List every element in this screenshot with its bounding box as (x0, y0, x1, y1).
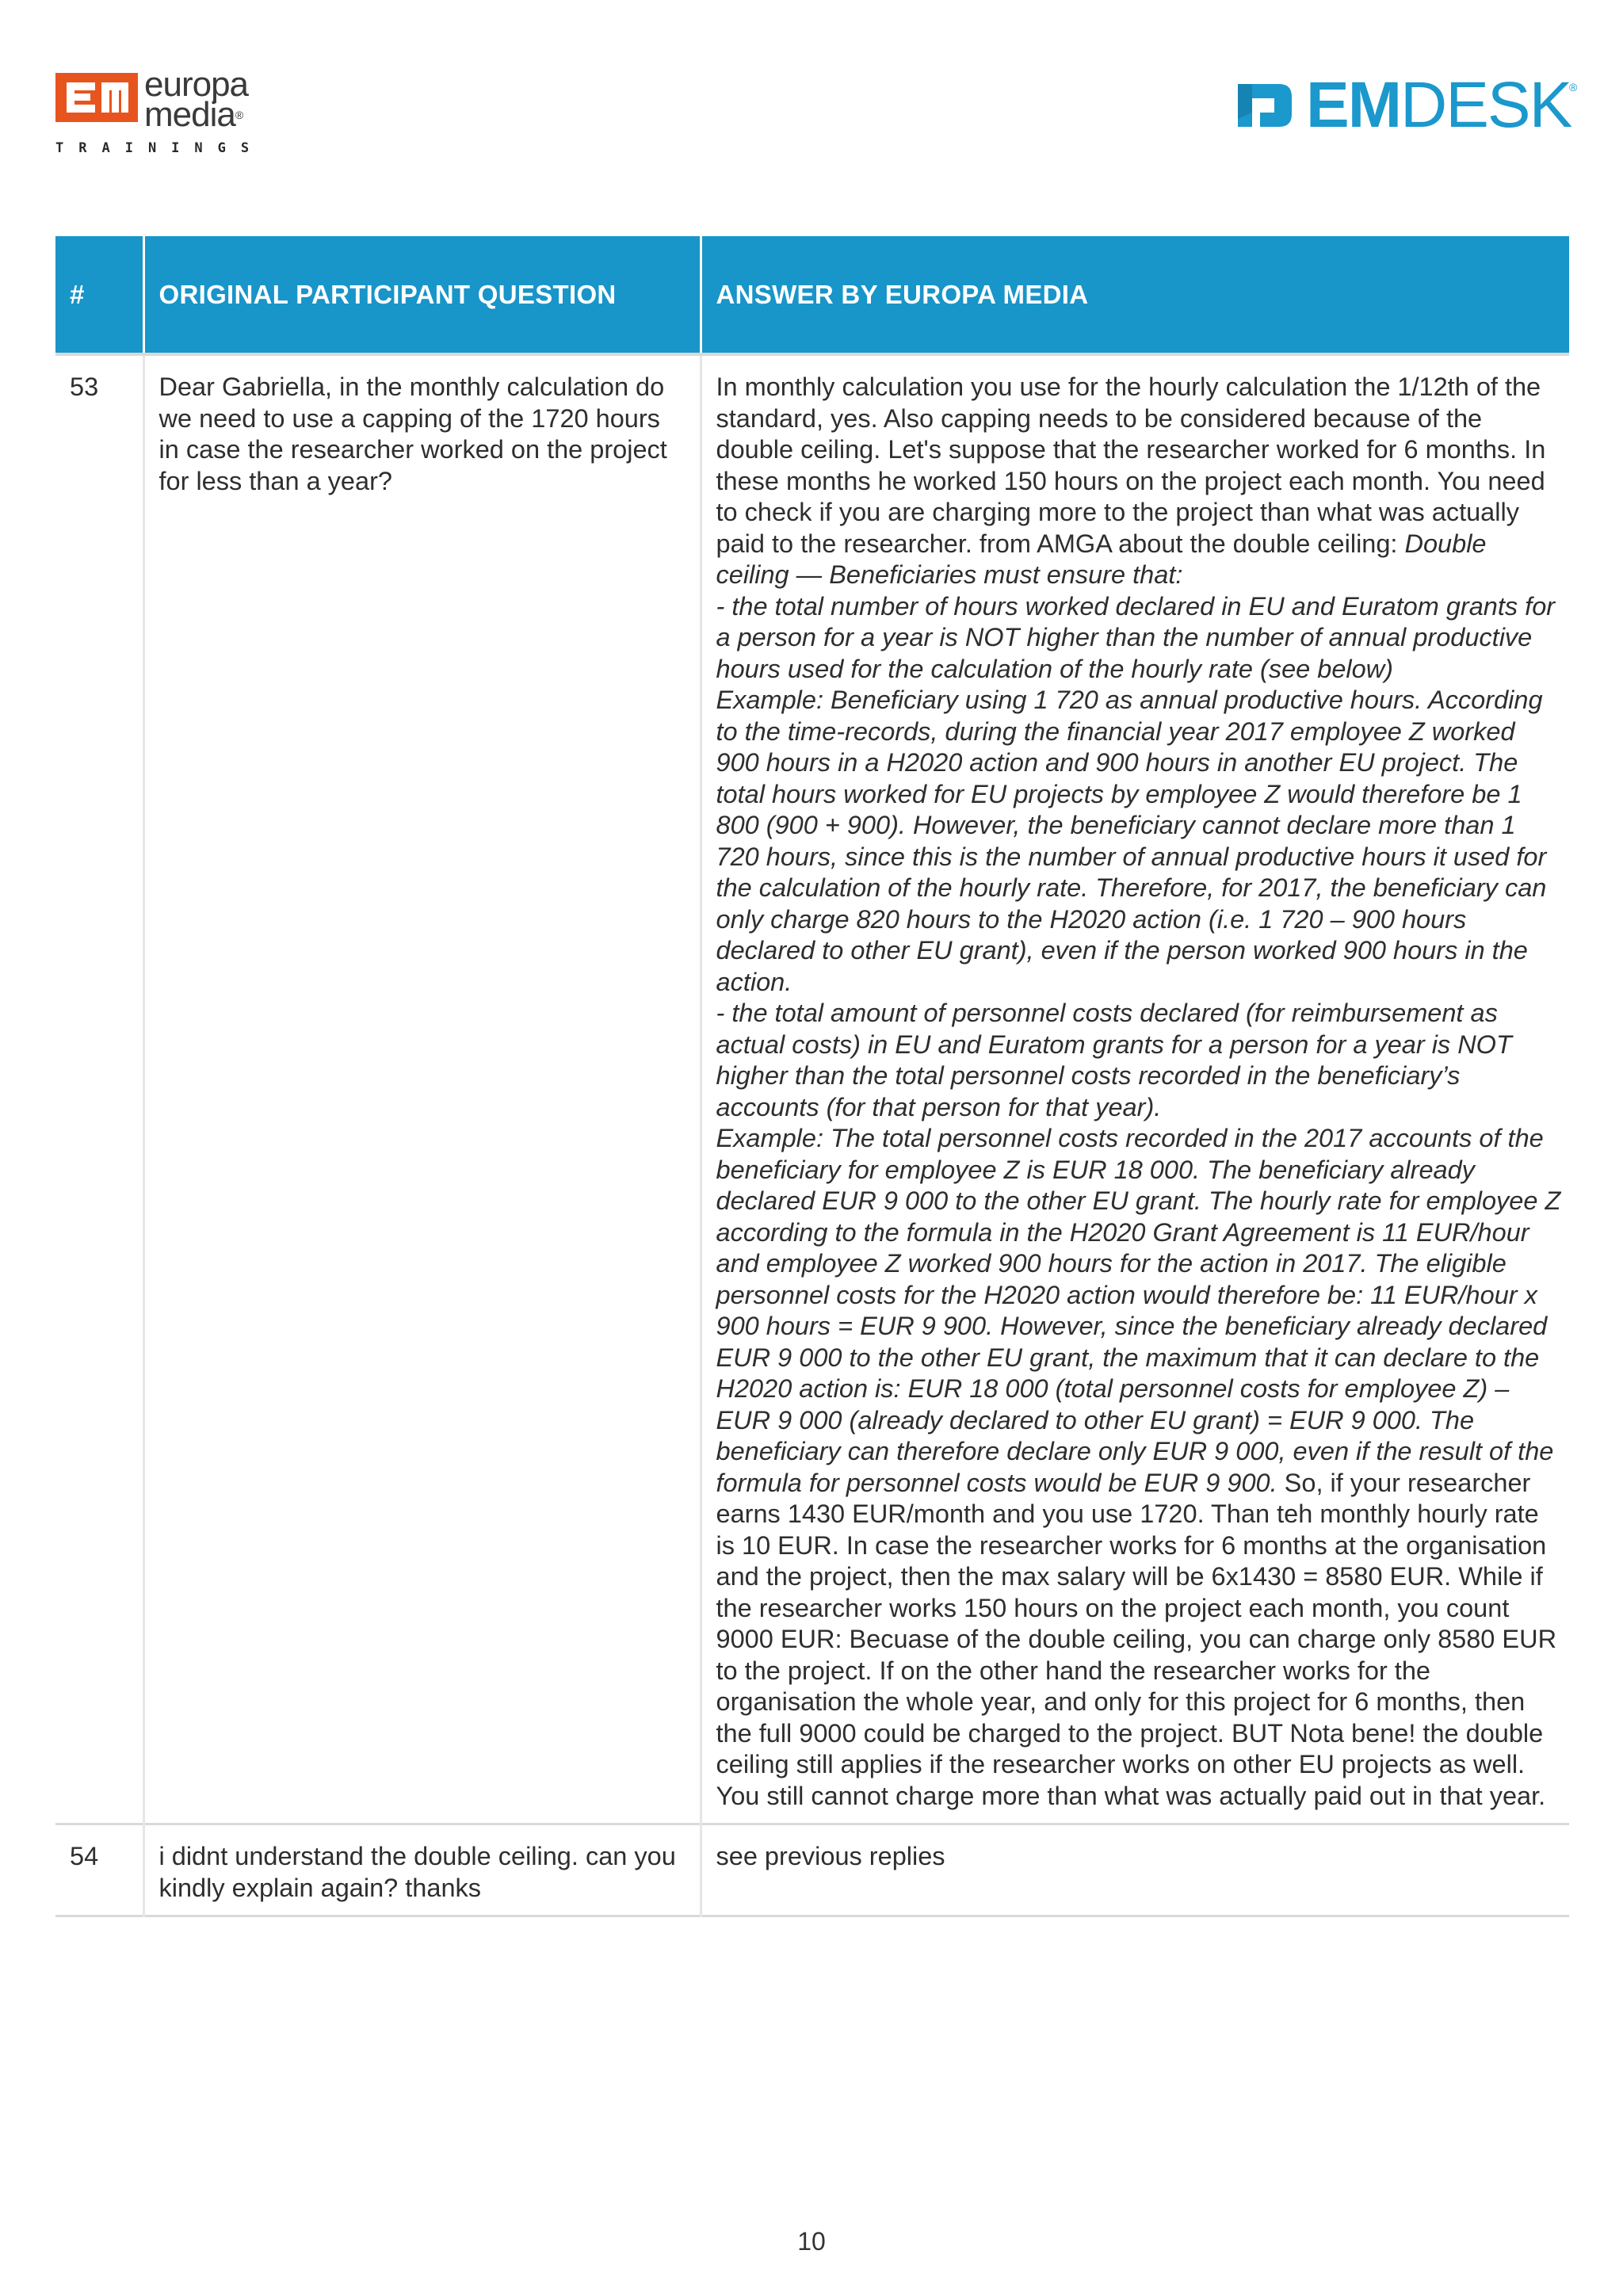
answer-quote-costs-example: Example: The total personnel costs recorded in the 2017 accounts of the beneficiary for employee Z is EUR 18 000. The beneficiary already declared EUR 9 000 to the other EU grant. The hourly rate for employee Z according to the formula in the H2020 Grant Agreement is 11 EUR/hour and employee Z worked 900 hours for the action in 2017. The eligible personnel costs for the H2020 action would therefore be: 11 EUR/hour x 900 hours = EUR 9 900. However, since the beneficiary already declared EUR 9 000 to the other EU grant, the maximum that it can declare to the H2020 action is: EUR 18 000 (total personnel costs for employee Z) – EUR 9 000 (already declared to other EU grant) = EUR 9 000. The beneficiary can therefore declare only EUR 9 000, even if the result of the formula for personnel costs would be EUR 9 900. (716, 1124, 1561, 1497)
emdesk-word-em: EM (1306, 69, 1400, 141)
answer-outro: So, if your researcher earns 1430 EUR/month and you use 1720. Than teh monthly hourly rate is 10 EUR. In case the researcher works for 6 months at the organisation and the project, then the max salary will be 6x1430 = 8580 EUR. While if the researcher works 150 hours on the project each month, you count 9000 EUR: Becuase of the double ceiling, you can charge only 8580 EUR to the project. If on the other hand the researcher works for the organisation the whole year, and only for this project for 6 months, then the full 9000 could be charged to the project. BUT Nota bene! the double ceiling still applies if the researcher works on other EU projects as well. You still cannot charge more than what was actually paid out in that year. (716, 1468, 1557, 1810)
qa-table (55, 236, 1569, 1917)
answer-quote-heading: Double ceiling — Beneficiaries must ensure that: (716, 529, 1487, 589)
participant-question: Dear Gabriella, in the monthly calculation do we need to use a capping of the 1720 hours in case the researcher worked on the project for less than a year? (143, 354, 701, 1824)
europa-media-logo (55, 65, 265, 156)
europa-media-wordmark (144, 65, 249, 134)
logo-tagline: TRAININGS (55, 140, 265, 156)
europa-media-answer (701, 354, 1569, 1824)
column-header-question: ORIGINAL PARTICIPANT QUESTION (143, 236, 701, 354)
answer-quote-hours-example: Example: Beneficiary using 1 720 as annual productive hours. According to the time-records, during the financial year 2017 employee Z worked 900 hours in a H2020 action and 900 hours in another EU project. The total hours worked for EU projects by employee Z would therefore be 1 800 (900 + 900). However, the beneficiary cannot declare more than 1 720 hours, since this is the number of annual productive hours it used for the calculation of the hourly rate. Therefore, for 2017, the beneficiary can only charge 820 hours to the H2020 action (i.e. 1 720 – 900 hours declared to other EU grant), even if the person worked 900 hours in the action. (716, 686, 1547, 996)
qa-table-header (55, 236, 1569, 354)
row-number: 53 (55, 354, 143, 1824)
column-header-answer: ANSWER BY EUROPA MEDIA (701, 236, 1569, 354)
em-mark-icon (55, 73, 138, 122)
answer-quote-costs-rule: - the total amount of personnel costs declared (for reimbursement as actual costs) in EU and Euratom grants for a person for a year is NOT higher than the total personnel costs recorded in the beneficiary’s accounts (for that person for that year). (716, 999, 1512, 1121)
logo-word-media: media (144, 95, 235, 134)
logo-reg-mark: ® (235, 109, 243, 121)
page-header (0, 0, 1623, 159)
table-row (55, 1824, 1569, 1916)
emdesk-word-desk: DESK (1400, 69, 1571, 141)
emdesk-reg-mark: ® (1569, 81, 1578, 94)
column-header-number: # (55, 236, 143, 354)
europa-media-answer: see previous replies (716, 1842, 945, 1870)
table-row (55, 354, 1569, 1824)
answer-quote-hours-rule: - the total number of hours worked declared in EU and Euratom grants for a person for a year is NOT higher than the number of annual productive hours used for the calculation of the hourly rate (see below) (716, 591, 1556, 683)
row-number: 54 (55, 1824, 143, 1916)
answer-intro: In monthly calculation you use for the hourly calculation the 1/12th of the standard, yes. Also capping needs to be considered because of the double ceiling. Let's suppose that the researcher worked for 6 months. In these months he worked 150 hours on the project each month. You need to check if you are charging more to the project than what was actually paid to the researcher. from AMGA about the double ceiling: (716, 372, 1546, 558)
participant-question: i didnt understand the double ceiling. can you kindly explain again? thanks (143, 1824, 701, 1916)
page-number: 10 (797, 2227, 826, 2256)
logo-word-europa: europa (144, 65, 249, 104)
emdesk-wordmark (1306, 69, 1571, 141)
emdesk-mark-icon (1235, 78, 1295, 133)
